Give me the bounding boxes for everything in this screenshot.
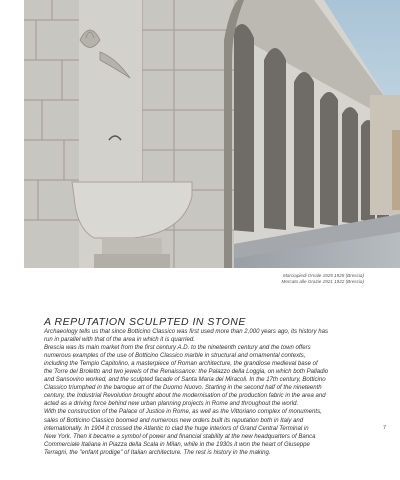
body-line: acted as a driving force behind new urban planning projects in Rome and throughout the world. xyxy=(44,401,299,408)
body-line: sales of Botticino Classico boomed and numerous new orders built its reputation both in Italy and xyxy=(44,417,304,424)
body-line: including the Tempio Capitolino, a masterpiece of Roman architecture, the grandiose medieval base of xyxy=(44,361,318,368)
article-body xyxy=(44,328,362,457)
body-line: numerous examples of the use of Botticino Classico marble in structural and ornamental contexts, xyxy=(44,353,306,360)
page-number: 7 xyxy=(382,425,386,431)
photo-caption xyxy=(224,273,364,285)
body-line: Commerciale Italiana in Piazza della Scala in Milan, while in the 1930s it won the heart of Giuseppe xyxy=(44,441,310,448)
colonnade-photo xyxy=(24,0,400,268)
body-line: century, the Industrial Revolution brought about the modernisation of the production fabric in the area and xyxy=(44,393,326,400)
caption-line: Mercato alle Grazie 1921 1922 (Brescia) xyxy=(281,279,364,285)
body-line: the Torre del Broletto and two jewels of the Renaissance: the Palazzo della Loggia, on which both Palladio xyxy=(44,369,329,376)
body-line: Classico triumphed in the baroque art of the Duomo Nuovo. Starting in the second half of the nineteenth xyxy=(44,385,322,392)
body-line: Brescia was its main market from the first century A.D. to the nineteenth century and the town offers xyxy=(44,345,311,352)
stone-colonnade-photo xyxy=(24,0,400,268)
body-line: and Sansovino worked, and the sculpted facade of Santa Maria dei Miracoli. In the 17th century, Botticino xyxy=(44,377,326,384)
body-line: run in parallel with that of the area in which it is quarried. xyxy=(44,337,195,344)
body-line: New York. Then it became a symbol of power and financial stability at the new headquarters of Banca xyxy=(44,433,316,440)
article-heading: A REPUTATION SCULPTED IN STONE xyxy=(44,316,246,328)
caption-line: Marciapiedi Orvale 1925 1925 (Brescia) xyxy=(283,273,364,278)
body-line: Terragni, the "enfant prodige" of Italian architecture. The rest is history in the making. xyxy=(44,449,271,456)
body-line: With the construction of the Palace of Justice in Rome, as well as the Vittoriano complex of monuments, xyxy=(44,409,322,416)
body-line: internationally. In 1904 it crossed the Atlantic to clad the huge interiors of Grand Central Terminal in xyxy=(44,425,309,432)
body-line: Archaeology tells us that since Botticino Classico was first used more than 2,000 years ago, its history has xyxy=(44,329,329,335)
